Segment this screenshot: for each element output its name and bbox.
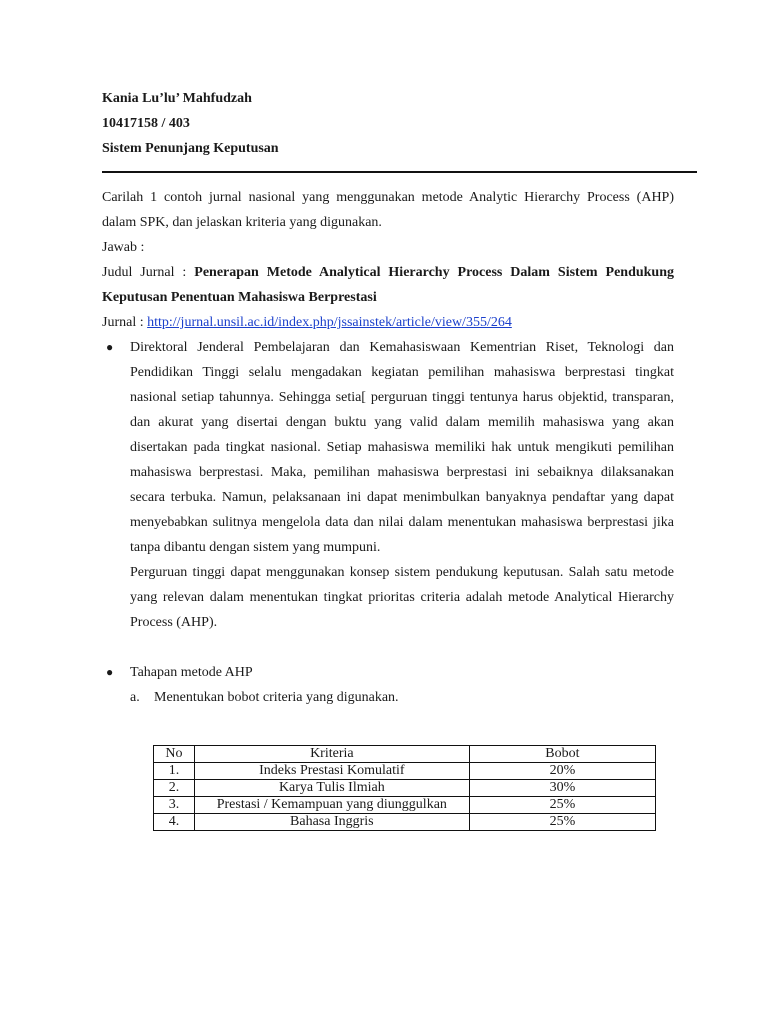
- cell-kriteria: Karya Tulis Ilmiah: [194, 780, 469, 797]
- bullet-icon: ●: [106, 665, 114, 679]
- journal-title-line: [102, 260, 674, 310]
- cell-bobot: 20%: [469, 763, 655, 780]
- table-row: [154, 780, 656, 797]
- bullet-icon: ●: [106, 340, 114, 354]
- background-paragraph-1: Direktoral Jenderal Pembelajaran dan Kemahasiswaan Kementrian Riset, Teknologi dan Pendidikan Tinggi selalu mengadakan kegiatan pemilihan mahasiswa berprestasi tingkat nasional setiap tahunnya. Sehingga setia[ perguruan tinggi tentunya harus objektid, transparan, dan akurat yang disertai dengan buktu yang valid dalam memilih mahasiswa yang akan disertakan pada tingkat nasional. Setiap mahasiswa memiliki hak untuk mengikuti pemilihan mahasiswa berprestasi. Maka, pemilihan mahasiswa berprestasi ini sebaiknya dilaksanakan secara terbuka. Namun, pelaksanaan ini dapat menimbulkan banyaknya pendaftar yang dapat menyebabkan sulitnya mengelola data dan nilai dalam menentukan mahasiswa berprestasi jika tanpa dibantu dengan sistem yang mumpuni.: [130, 340, 674, 555]
- header-bobot: Bobot: [469, 746, 655, 763]
- cell-kriteria: Bahasa Inggris: [194, 814, 469, 831]
- cell-kriteria: Indeks Prestasi Komulatif: [194, 763, 469, 780]
- table-row: [154, 797, 656, 814]
- journal-label: Jurnal :: [102, 315, 144, 330]
- paragraph-gap: [102, 635, 674, 660]
- header-no: No: [154, 746, 195, 763]
- answer-label: Jawab :: [102, 240, 145, 255]
- ahp-steps-title: Tahapan metode AHP: [130, 665, 253, 680]
- cell-kriteria: Prestasi / Kemampuan yang diunggulkan: [194, 797, 469, 814]
- horizontal-rule: [102, 171, 697, 173]
- journal-title-label: Judul Jurnal :: [102, 265, 187, 280]
- cell-bobot: 30%: [469, 780, 655, 797]
- bullet-item-ahp-steps: [102, 660, 674, 685]
- table-row: [154, 814, 656, 831]
- sub-list-item: [102, 685, 674, 710]
- background-paragraph-2: Perguruan tinggi dapat menggunakan konsep sistem pendukung keputusan. Salah satu metode yang relevan dalam menentukan tingkat prioritas criteria adalah metode Analytical Hierarchy Process (AHP).: [130, 565, 674, 630]
- journal-title: Penerapan Metode Analytical Hierarchy Process Dalam Sistem Pendukung Keputusan Penentuan Mahasiswa Berprestasi: [102, 265, 674, 305]
- journal-line: [102, 310, 674, 335]
- student-id: 10417158 / 403: [102, 116, 190, 131]
- header-kriteria: Kriteria: [194, 746, 469, 763]
- author-header: [102, 86, 279, 161]
- author-name: Kania Lu’lu’ Mahfudzah: [102, 91, 252, 106]
- cell-no: 1.: [154, 763, 195, 780]
- cell-no: 4.: [154, 814, 195, 831]
- document-body: [102, 185, 674, 710]
- sub-list-text: Menentukan bobot criteria yang digunakan.: [154, 690, 399, 705]
- cell-bobot: 25%: [469, 797, 655, 814]
- question-text: Carilah 1 contoh jurnal nasional yang menggunakan metode Analytic Hierarchy Process (AHP) dalam SPK, dan jelaskan kriteria yang digunakan.: [102, 190, 674, 230]
- criteria-table: [153, 745, 656, 831]
- table-header-row: [154, 746, 656, 763]
- table-row: [154, 763, 656, 780]
- sub-list-marker: a.: [130, 690, 140, 705]
- cell-no: 3.: [154, 797, 195, 814]
- cell-no: 2.: [154, 780, 195, 797]
- bullet-item-background: [102, 335, 674, 635]
- course-title: Sistem Penunjang Keputusan: [102, 141, 279, 156]
- cell-bobot: 25%: [469, 814, 655, 831]
- journal-link[interactable]: http://jurnal.unsil.ac.id/index.php/jssainstek/article/view/355/264: [147, 315, 512, 330]
